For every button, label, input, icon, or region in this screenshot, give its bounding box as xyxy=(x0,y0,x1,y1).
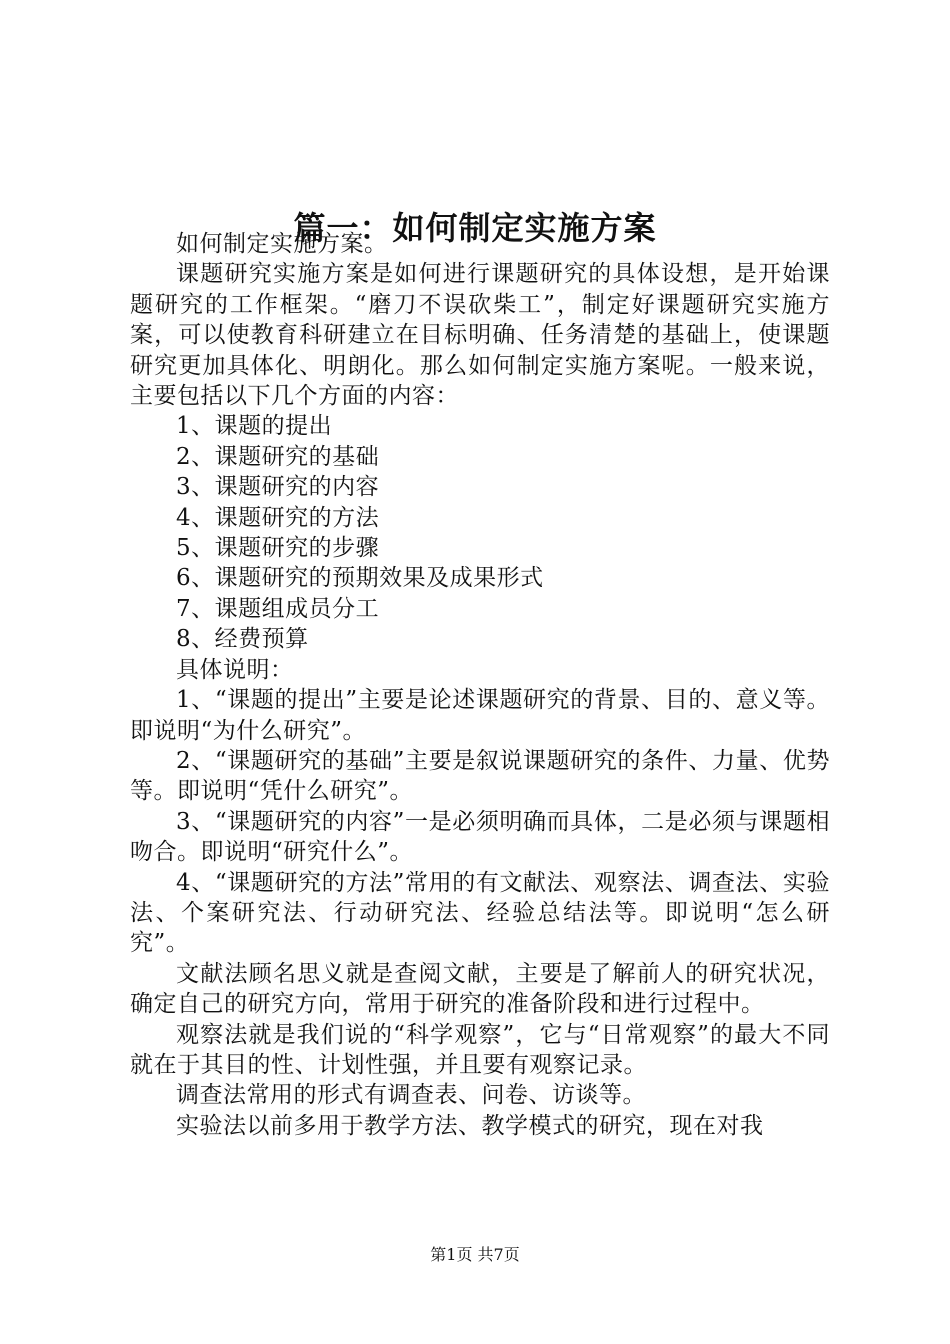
method-literature-paragraph: 文献法顾名思义就是查阅文献，主要是了解前人的研究状况，确定自己的研究方向，常用于研究的准备阶段和进行过程中。 xyxy=(130,960,830,1018)
detail-paragraph-1: 1、“课题的提出”主要是论述课题研究的背景、目的、意义等。即说明“为什么研究”。 xyxy=(130,687,830,744)
method-survey-paragraph: 调查法常用的形式有调查表、问卷、访谈等。 xyxy=(176,1082,646,1109)
list-item-7: 7、课题组成员分工 xyxy=(176,595,380,622)
detail-paragraph-2: 2、“课题研究的基础”主要是叙说课题研究的条件、力量、优势等。即说明“凭什么研究”。 xyxy=(130,747,830,805)
list-item-8: 8、经费预算 xyxy=(176,626,309,653)
list-item-6: 6、课题研究的预期效果及成果形式 xyxy=(176,565,544,592)
page-number-footer: 第1页 共7页 xyxy=(430,1245,520,1264)
document-body xyxy=(130,229,830,1141)
paragraph-overview: 课题研究实施方案是如何进行课题研究的具体设想，是开始课题研究的工作框架。“磨刀不误砍柴工”，制定好课题研究实施方案，可以使教育科研建立在目标明确、任务清楚的基础上，使课题研究更加具体化、明朗化。那么如何制定实施方案呢。一般来说，主要包括以下几个方面的内容： xyxy=(130,261,830,410)
method-experiment-paragraph: 实验法以前多用于教学方法、教学模式的研究，现在对我 xyxy=(176,1112,764,1139)
detail-paragraph-4: 4、“课题研究的方法”常用的有文献法、观察法、调查法、实验法、个案研究法、行动研究法、经验总结法等。即说明“怎么研究”。 xyxy=(130,869,830,957)
paragraph-intro: 如何制定实施方案。 xyxy=(176,231,388,257)
section-heading-details: 具体说明： xyxy=(176,656,294,683)
list-item-5: 5、课题研究的步骤 xyxy=(176,535,380,562)
list-item-3: 3、课题研究的内容 xyxy=(176,474,380,501)
document-title: 篇一：如何制定实施方案 xyxy=(293,209,657,248)
detail-paragraph-3: 3、“课题研究的内容”一是必须明确而具体，二是必须与课题相吻合。即说明“研究什么”。 xyxy=(130,808,830,866)
list-item-1: 1、课题的提出 xyxy=(176,413,333,440)
list-item-2: 2、课题研究的基础 xyxy=(176,443,380,470)
list-item-4: 4、课题研究的方法 xyxy=(176,504,380,531)
method-observation-paragraph: 观察法就是我们说的“科学观察”，它与“日常观察”的最大不同就在于其目的性、计划性强，并且要有观察记录。 xyxy=(130,1021,830,1078)
